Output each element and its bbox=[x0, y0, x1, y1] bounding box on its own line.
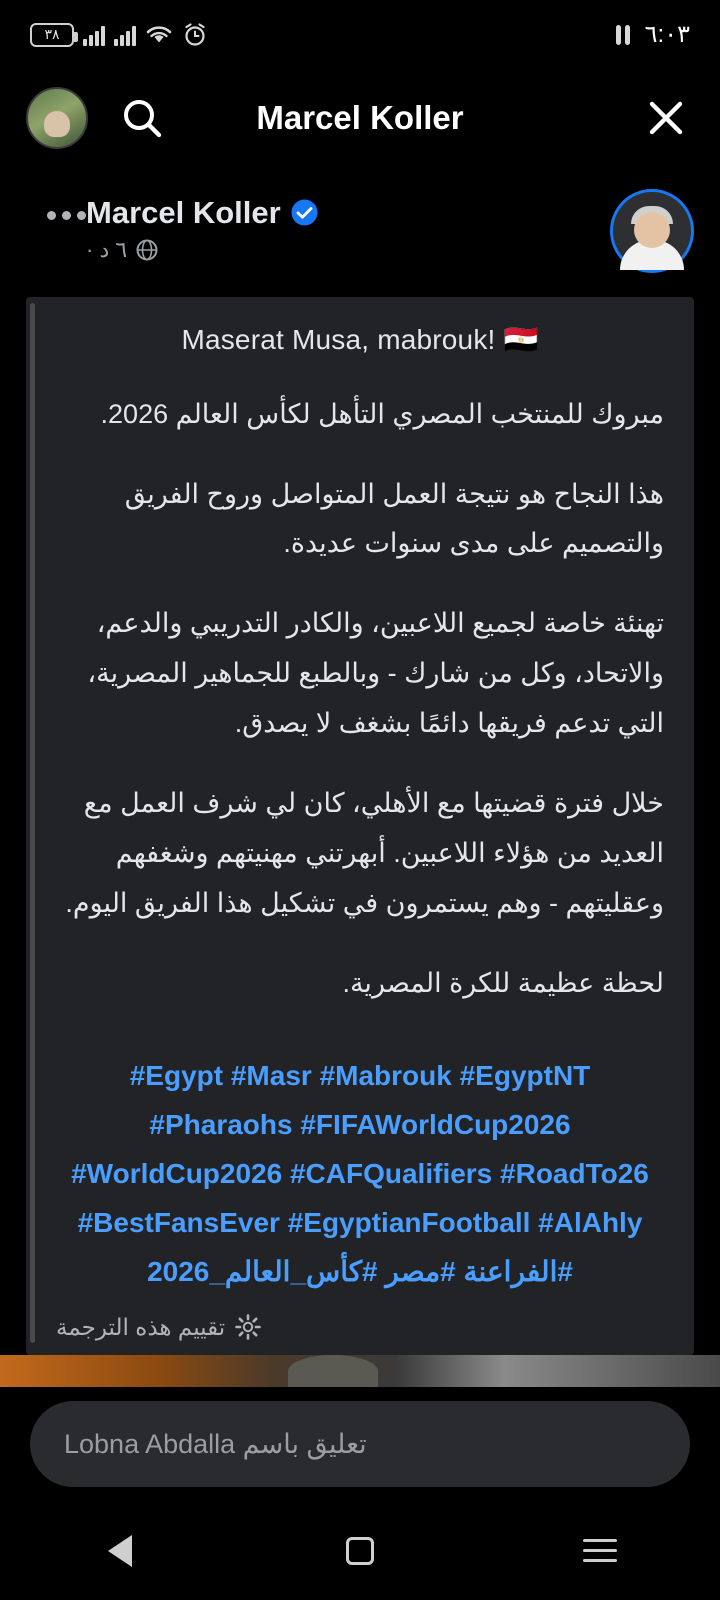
rate-translation-label: تقييم هذه الترجمة bbox=[56, 1313, 226, 1340]
post-paragraph: لحظة عظيمة للكرة المصرية. bbox=[342, 968, 664, 999]
rate-translation-row[interactable] bbox=[56, 1314, 664, 1341]
battery-level: ٣٨ bbox=[44, 26, 60, 43]
post-paragraph: خلال فترة قضيتها مع الأهلي، كان لي شرف العمل مع العديد من هؤلاء اللاعبين. أبهرتني مهنيتهم وشغفهم وعقليتهم - وهم يستمرون في تشكيل هذا الفريق اليوم. bbox=[65, 788, 664, 919]
post-timestamp: ٦ د · bbox=[86, 236, 128, 262]
app-bar bbox=[0, 70, 720, 167]
page-title: Marcel Koller bbox=[256, 99, 464, 137]
scrollbar[interactable] bbox=[30, 303, 35, 1343]
close-icon[interactable] bbox=[638, 90, 694, 146]
status-clock: ٦:٠٣ bbox=[644, 21, 690, 49]
avatar[interactable] bbox=[26, 87, 88, 149]
author-name-line bbox=[86, 195, 592, 231]
back-triangle-icon[interactable] bbox=[60, 1516, 180, 1586]
author-avatar[interactable] bbox=[610, 189, 694, 273]
status-right-group bbox=[613, 20, 690, 49]
post-paragraph: تهنئة خاصة لجميع اللاعبين، والكادر التدريبي والدعم، والاتحاد، وكل من شارك - وبالطبع للجماهير المصرية، التي تدعم فريقها دائمًا بشغف لا يصدق. bbox=[87, 608, 664, 739]
author-meta bbox=[86, 189, 610, 263]
post-body bbox=[26, 297, 694, 1355]
hashtag-line-arabic[interactable]: #الفراعنة #مصر #كأس_العالم_2026 bbox=[147, 1255, 573, 1287]
verified-badge-icon bbox=[291, 199, 318, 226]
post-container bbox=[0, 167, 720, 1355]
post-intro-line: Maserat Musa, mabrouk! 🇪🇬 bbox=[181, 323, 539, 355]
author-name[interactable]: Marcel Koller bbox=[86, 194, 281, 230]
recents-lines-icon[interactable] bbox=[540, 1516, 660, 1586]
wifi-icon bbox=[145, 24, 173, 46]
comment-placeholder: تعليق باسم Lobna Abdalla bbox=[64, 1428, 367, 1459]
search-icon[interactable] bbox=[114, 90, 170, 146]
status-bar bbox=[0, 0, 720, 70]
hashtag-line[interactable]: #Egypt #Masr #Mabrouk #EgyptNT bbox=[129, 1059, 591, 1091]
post-time-line bbox=[86, 237, 592, 263]
hashtag-line[interactable]: #Pharaohs #FIFAWorldCup2026 bbox=[149, 1108, 571, 1140]
signal-bars-icon bbox=[83, 24, 105, 46]
post-paragraph: مبروك للمنتخب المصري التأهل لكأس العالم 2026. bbox=[100, 398, 664, 429]
gear-icon bbox=[235, 1314, 261, 1340]
more-options-icon[interactable] bbox=[26, 189, 86, 220]
hashtag-line[interactable]: #WorldCup2026 #CAFQualifiers #RoadTo26 bbox=[71, 1157, 649, 1189]
post-paragraph: هذا النجاح هو نتيجة العمل المتواصل وروح الفريق والتصميم على مدى سنوات عديدة. bbox=[124, 478, 664, 559]
signal-bars-icon-2 bbox=[114, 24, 136, 46]
vibrate-icon bbox=[613, 22, 633, 48]
comment-bar bbox=[0, 1387, 720, 1502]
status-left-group bbox=[30, 22, 208, 48]
comment-input[interactable] bbox=[30, 1401, 690, 1487]
battery-icon bbox=[30, 23, 74, 47]
home-square-icon[interactable] bbox=[300, 1516, 420, 1586]
system-nav-bar bbox=[0, 1501, 720, 1600]
post-header bbox=[0, 167, 720, 273]
globe-icon bbox=[135, 238, 159, 262]
hashtag-line[interactable]: #BestFansEver #EgyptianFootball #AlAhly bbox=[77, 1206, 643, 1238]
hashtag-block bbox=[56, 1051, 664, 1296]
post-media-preview[interactable] bbox=[0, 1355, 720, 1387]
alarm-icon bbox=[182, 22, 208, 48]
